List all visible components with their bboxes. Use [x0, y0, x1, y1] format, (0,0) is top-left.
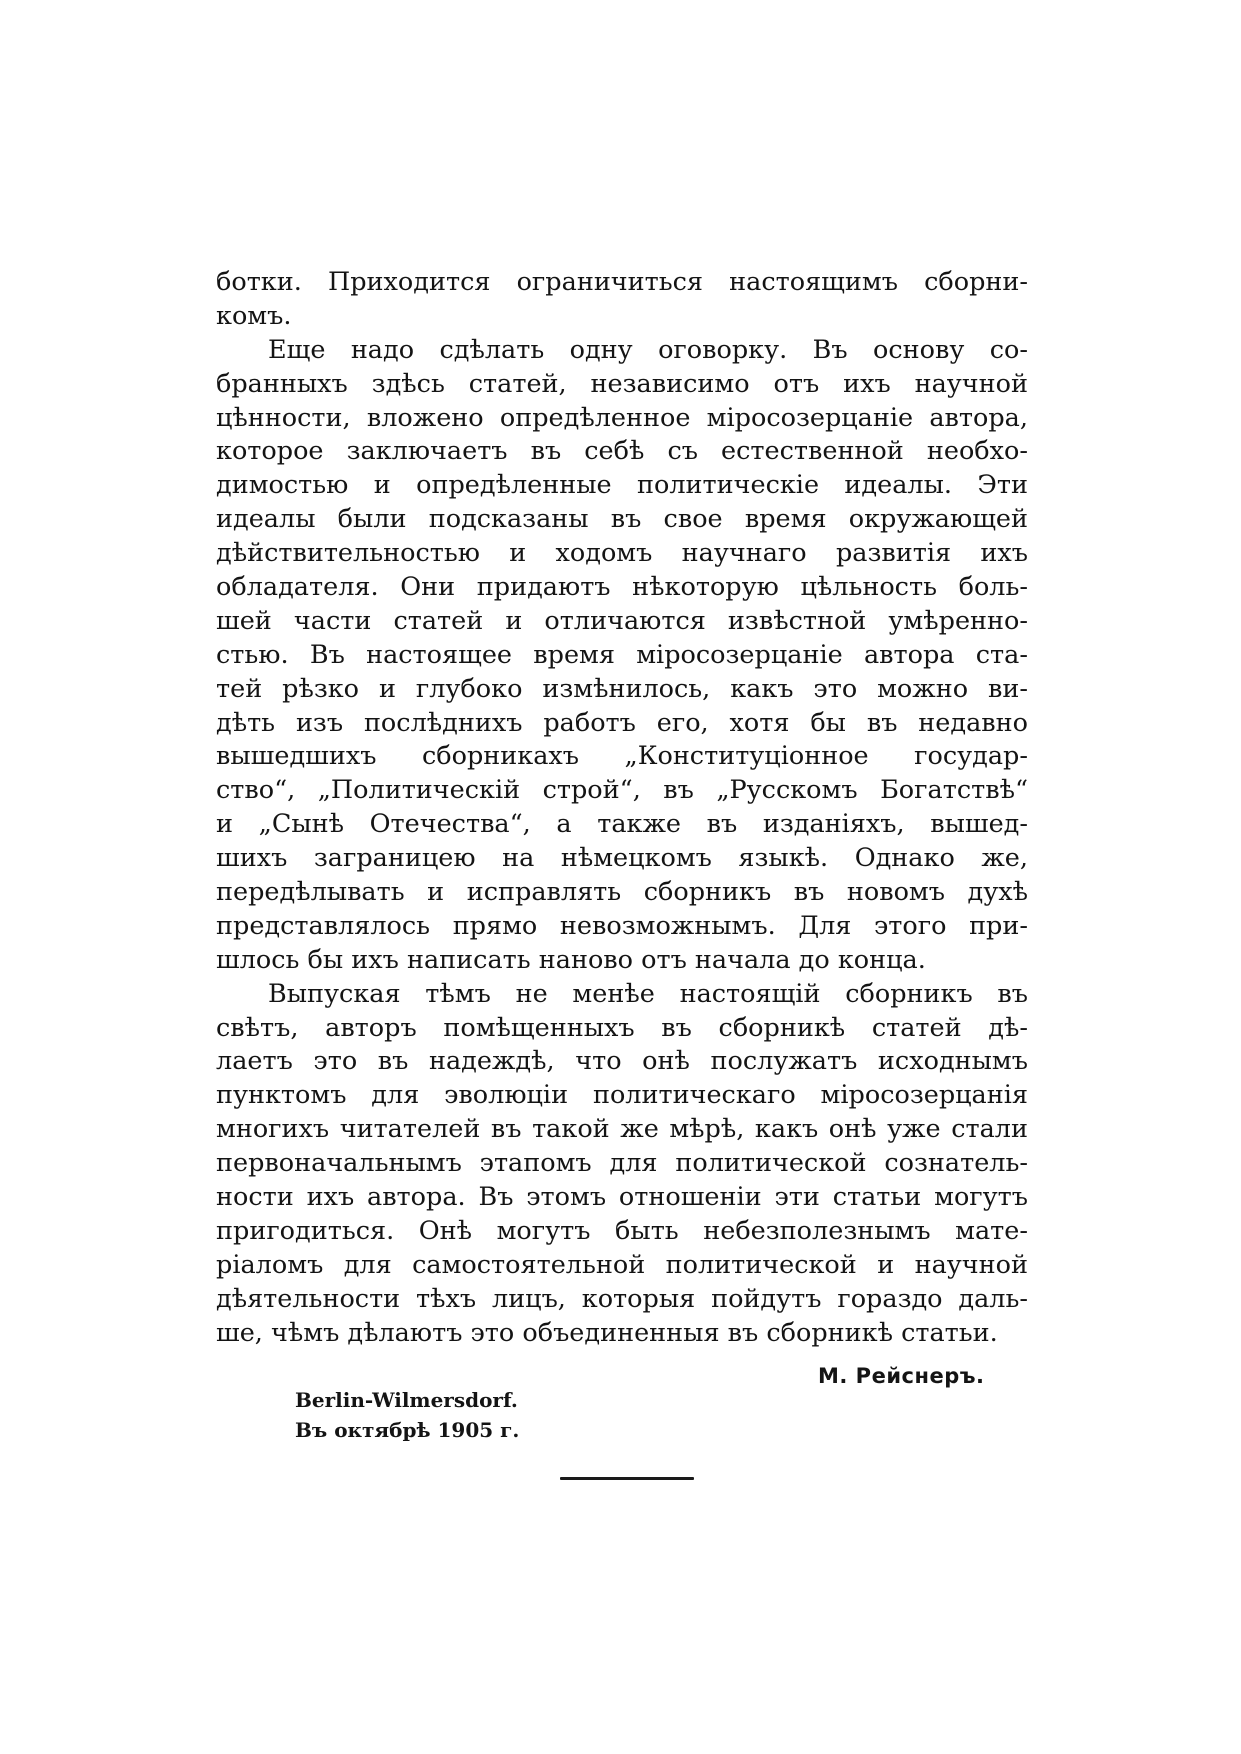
text-line: передѣлывать и исправлять сборникъ въ новомъ духѣ	[216, 877, 1028, 908]
date-line: Въ октябрѣ 1905 г.	[295, 1418, 520, 1442]
text-line: ботки. Приходится ограничиться настоящимъ сборни-	[216, 267, 1028, 297]
text-line: ше, чѣмъ дѣлаютъ это объединенныя въ сборникѣ статьи.	[216, 1317, 998, 1348]
body-text	[216, 266, 1028, 1351]
text-line: дѣть изъ послѣднихъ работъ его, хотя бы въ недавно	[216, 707, 1028, 738]
text-line: стью. Въ настоящее время міросозерцаніе автора ста-	[216, 639, 1028, 670]
text-line: бранныхъ здѣсь статей, независимо отъ ихъ научной	[216, 368, 1028, 399]
text-line: ности ихъ автора. Въ этомъ отношеніи эти статьи могутъ	[216, 1182, 1028, 1213]
text-line: шей части статей и отличаются извѣстной умѣренно-	[216, 605, 1028, 636]
text-line: которое заключаетъ въ себѣ съ естественной необхо-	[216, 436, 1028, 467]
text-line: ство“, „Политическій строй“, въ „Русскомъ Богатствѣ“	[216, 775, 1028, 806]
text-line: лаетъ это въ надеждѣ, что онѣ послужатъ исходнымъ	[216, 1046, 1028, 1077]
text-line: представлялось прямо невозможнымъ. Для этого при-	[216, 910, 1028, 941]
author-signature: М. Рейснеръ.	[818, 1364, 985, 1388]
closing-rule-divider	[560, 1477, 694, 1480]
text-line: обладателя. Они придаютъ нѣкоторую цѣльность боль-	[216, 572, 1028, 603]
text-line: шлось бы ихъ написать наново отъ начала до конца.	[216, 944, 926, 975]
text-line: вышедшихъ сборникахъ „Конституціонное государ-	[216, 741, 1028, 772]
text-line: свѣтъ, авторъ помѣщенныхъ въ сборникѣ статей дѣ-	[216, 1012, 1028, 1043]
text-line: идеалы были подсказаны въ свое время окружающей	[216, 504, 1028, 535]
paragraph-start-line: Выпуская тѣмъ не менѣе настоящій сборникъ въ	[268, 978, 1028, 1009]
place-and-date	[295, 1385, 519, 1445]
text-line: цѣнности, вложено опредѣленное міросозерцаніе автора,	[216, 402, 1028, 433]
text-line: дѣйствительностью и ходомъ научнаго развитія ихъ	[216, 538, 1028, 569]
text-line: пригодиться. Онѣ могутъ быть небезполезнымъ мате-	[216, 1215, 1028, 1246]
text-line: комъ.	[216, 300, 292, 331]
text-line: первоначальнымъ этапомъ для политической сознатель-	[216, 1148, 1028, 1179]
text-line: тей рѣзко и глубоко измѣнилось, какъ это можно ви-	[216, 673, 1028, 704]
text-line: пунктомъ для эволюціи политическаго міросозерцанія	[216, 1080, 1028, 1111]
text-line: шихъ заграницею на нѣмецкомъ языкѣ. Однако же,	[216, 843, 1028, 874]
text-line: многихъ читателей въ такой же мѣрѣ, какъ онѣ уже стали	[216, 1114, 1028, 1145]
text-line: и „Сынѣ Отечества“, а также въ изданіяхъ, вышед-	[216, 809, 1028, 840]
text-line: димостью и опредѣленные политическіе идеалы. Эти	[216, 470, 1028, 501]
place-line: Berlin-Wilmersdorf.	[295, 1388, 518, 1412]
text-line: ріаломъ для самостоятельной политической и научной	[216, 1249, 1028, 1280]
text-line: дѣятельности тѣхъ лицъ, которыя пойдутъ гораздо даль-	[216, 1283, 1028, 1314]
paragraph-start-line: Еще надо сдѣлать одну оговорку. Въ основу со-	[268, 334, 1028, 365]
